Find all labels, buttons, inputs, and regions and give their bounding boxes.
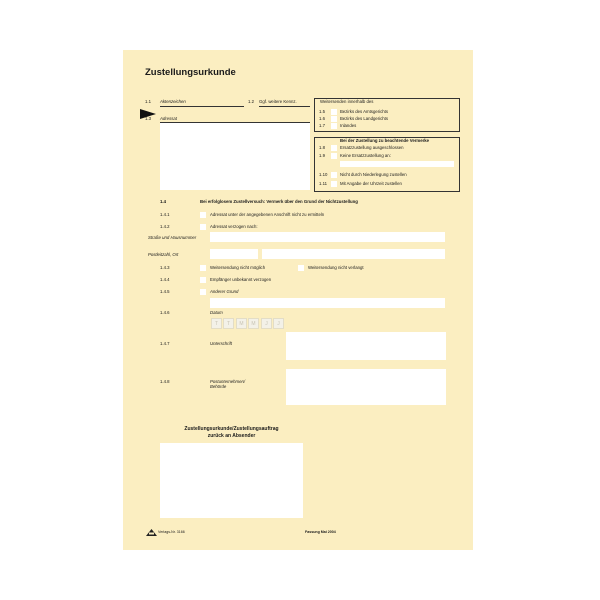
section-1-4-2-number: 1.4.2: [160, 224, 170, 229]
weitersendung-nicht-verlangt-checkbox[interactable]: [298, 265, 304, 271]
keine-ersatzzustellung-label: Keine Ersatzzustellung an:: [340, 153, 391, 158]
uhrzeit-label: Mit Angabe der Uhrzeit zustellen: [340, 181, 402, 186]
section-1-3-number: 1.3: [145, 116, 151, 121]
form-title: Zustellungsurkunde: [145, 67, 236, 78]
date-cell-year-2[interactable]: J: [273, 318, 284, 329]
date-cell-year-1[interactable]: J: [261, 318, 272, 329]
aktenzeichen-label: Aktenzeichen: [160, 99, 186, 104]
nichtzustellung-heading: Bei erfolglosem Zustellversuch: Vermerk über den Grund der Nichtzustellung: [200, 199, 358, 204]
item-1-10-number: 1.10: [319, 172, 328, 177]
section-1-4-3-number: 1.4.3: [160, 265, 170, 270]
verzogen-label: Adressat verzogen nach:: [210, 224, 258, 229]
landgericht-checkbox[interactable]: [331, 116, 337, 122]
landgericht-label: Bezirks des Landgerichts: [340, 116, 389, 121]
datum-label: Datum: [210, 310, 223, 315]
adressat-label: Adressat: [160, 116, 177, 121]
publisher-number: Verlags-Nr. 3166: [158, 530, 185, 534]
uhrzeit-checkbox[interactable]: [331, 181, 337, 187]
verzogen-checkbox[interactable]: [200, 224, 206, 230]
weitersendung-nicht-verlangt-label: Weitersendung nicht verlangt: [308, 265, 364, 270]
unbekannt-verzogen-label: Empfänger unbekannt verzogen: [210, 277, 272, 282]
item-1-8-number: 1.8: [319, 145, 325, 150]
unterschrift-label: Unterschrift: [210, 341, 232, 346]
date-cell-day-1[interactable]: T: [211, 318, 222, 329]
unbekannt-verzogen-checkbox[interactable]: [200, 277, 206, 283]
anderer-grund-input[interactable]: [210, 298, 445, 308]
anderer-grund-checkbox[interactable]: [200, 289, 206, 295]
anderer-grund-label: Anderer Grund: [210, 289, 239, 294]
postunternehmen-label: Postunternehmen/: [210, 379, 246, 384]
adressat-field[interactable]: [160, 123, 310, 190]
weitersendung-nicht-moeglich-label: Weitersendung nicht möglich: [210, 265, 266, 270]
keine-ersatzzustellung-checkbox[interactable]: [331, 153, 337, 159]
ersatzzustellung-ausgeschlossen-label: Ersatzzustellung ausgeschlossen: [340, 145, 404, 150]
section-1-4-5-number: 1.4.5: [160, 289, 170, 294]
vermerke-heading: Bei der Zustellung zu beachtende Vermerke: [340, 138, 430, 143]
section-1-4-4-number: 1.4.4: [160, 277, 170, 282]
section-1-4-number: 1.4: [160, 199, 166, 204]
date-cell-day-2[interactable]: T: [223, 318, 234, 329]
inland-label: Inlandes: [340, 123, 357, 128]
postunternehmen-field[interactable]: [286, 369, 446, 405]
strasse-input[interactable]: [210, 232, 445, 242]
item-1-11-number: 1.11: [319, 181, 328, 186]
item-1-6-number: 1.6: [319, 116, 325, 121]
niederlegung-label: Nicht durch Niederlegung zustellen: [340, 172, 407, 177]
date-cell-month-2[interactable]: M: [248, 318, 259, 329]
nicht-zu-ermitteln-label: Adressat unter der angegebenen Anschrift nicht zu ermitteln: [210, 212, 325, 217]
unterschrift-field[interactable]: [286, 332, 446, 360]
plz-input[interactable]: [210, 249, 258, 259]
absender-field[interactable]: [160, 443, 303, 518]
niederlegung-checkbox[interactable]: [331, 172, 337, 178]
section-1-4-1-number: 1.4.1: [160, 212, 170, 217]
weitersendung-nicht-moeglich-checkbox[interactable]: [200, 265, 206, 271]
amtsgericht-label: Bezirks des Amtsgerichts: [340, 109, 388, 114]
section-1-2-number: 1.2: [248, 99, 254, 104]
section-1-4-8-number: 1.4.8: [160, 379, 170, 384]
return-heading-line2: zurück an Absender: [207, 433, 256, 439]
item-1-9-number: 1.9: [319, 153, 325, 158]
ort-input[interactable]: [262, 249, 445, 259]
strasse-label: Straße und Hausnummer: [148, 235, 197, 240]
item-1-7-number: 1.7: [319, 123, 325, 128]
nicht-zu-ermitteln-checkbox[interactable]: [200, 212, 206, 218]
keine-ersatzzustellung-input[interactable]: [340, 161, 454, 167]
section-1-4-6-number: 1.4.6: [160, 310, 170, 315]
weitere-kennz-label: Ggf. weitere Kennz.: [259, 99, 297, 104]
weitere-kennz-input[interactable]: [259, 107, 310, 112]
date-cell-month-1[interactable]: M: [236, 318, 247, 329]
section-1-4-7-number: 1.4.7: [160, 341, 170, 346]
publisher-logo-icon: [146, 529, 157, 536]
plz-label: Postleitzahl, Ort: [148, 252, 179, 257]
return-heading-line1: Zustellungsurkunde/Zustellungsauftrag: [184, 426, 279, 432]
item-1-5-number: 1.5: [319, 109, 325, 114]
inland-checkbox[interactable]: [331, 123, 337, 129]
form-edition: Fassung Mai 2004: [305, 530, 336, 534]
weitersenden-heading: Weitersenden innerhalb des: [320, 99, 374, 104]
ersatzzustellung-ausgeschlossen-checkbox[interactable]: [331, 145, 337, 151]
section-1-1-number: 1.1: [145, 99, 151, 104]
behoerde-label: Behörde: [210, 384, 227, 389]
amtsgericht-checkbox[interactable]: [331, 109, 337, 115]
aktenzeichen-input[interactable]: [160, 107, 244, 112]
